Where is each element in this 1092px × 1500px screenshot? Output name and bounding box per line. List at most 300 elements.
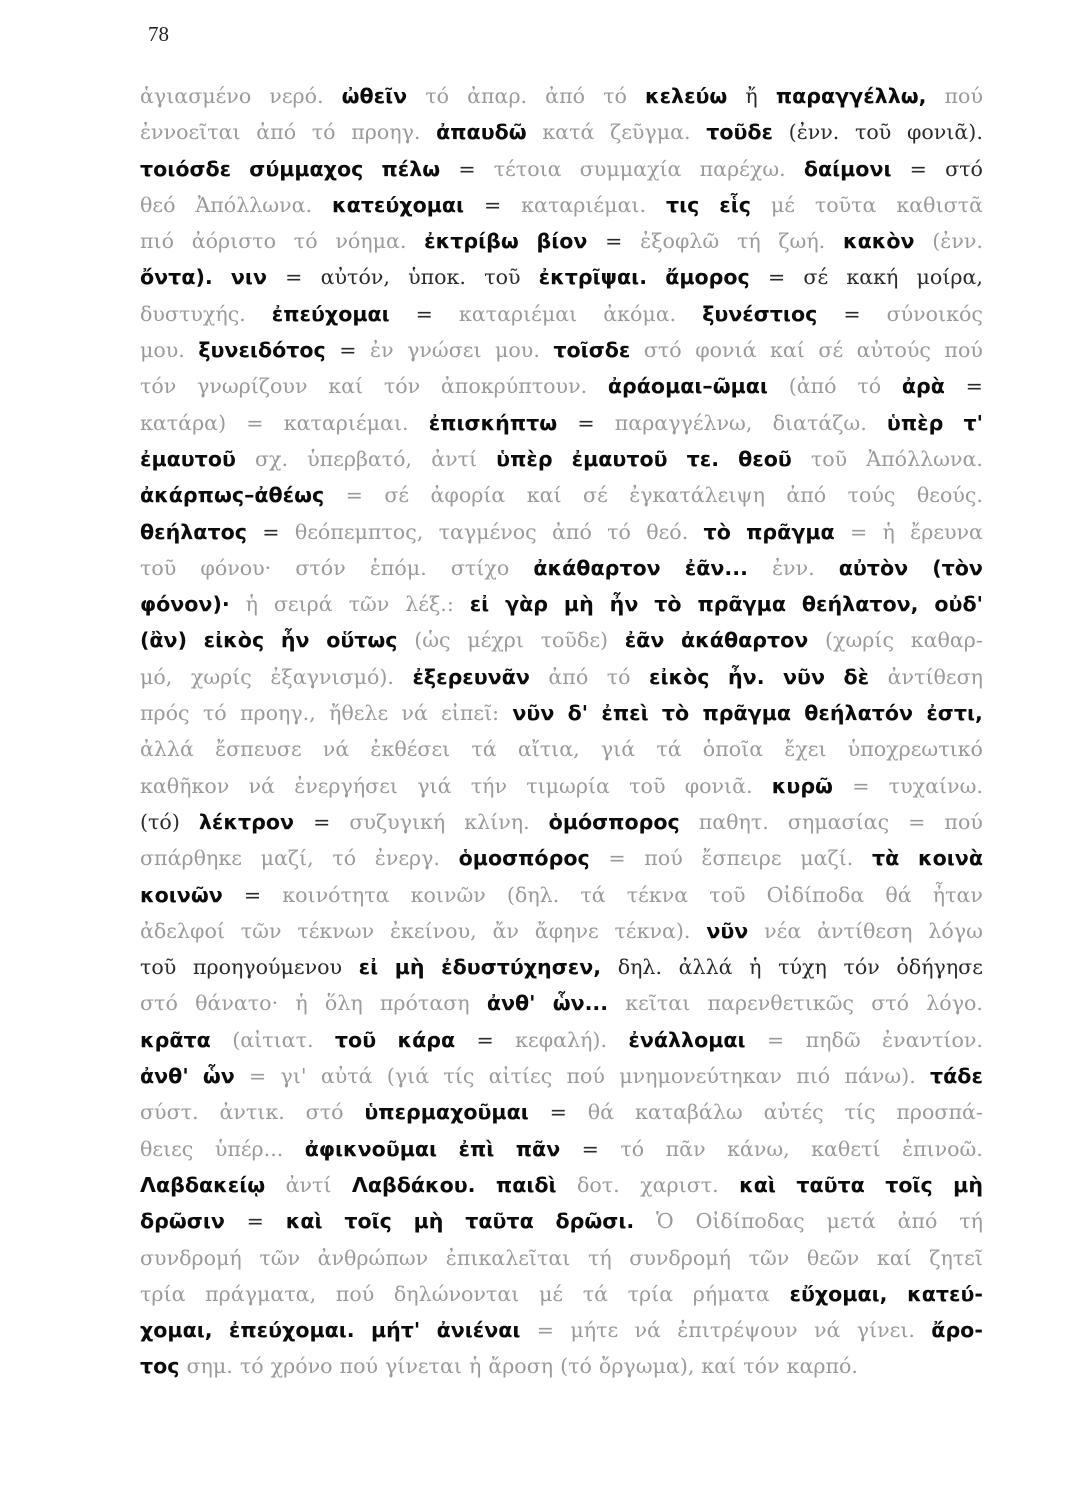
gloss-word: θεούς. <box>916 483 983 508</box>
gloss-word: τρία <box>627 1281 674 1306</box>
bold-term: ὁμόσπορος <box>548 809 680 834</box>
gloss-word: τό <box>857 374 882 399</box>
gloss-word: στό <box>140 991 178 1016</box>
gloss-word: = <box>849 519 868 544</box>
gloss-word: τό <box>311 120 336 145</box>
bold-term: ἐστι, <box>926 701 983 726</box>
gloss-word: κακή <box>846 265 899 290</box>
bold-term: τις <box>665 192 700 217</box>
text-line <box>140 1276 983 1312</box>
bold-term: εὔχομαι, <box>789 1281 888 1306</box>
text-line <box>140 913 983 949</box>
gloss-word: γιά <box>417 773 452 798</box>
gloss-word: τοῦ <box>140 555 177 580</box>
gloss-word: νερό. <box>269 84 324 108</box>
gloss-word: ἔσπειρε <box>701 846 782 871</box>
gloss-word: = <box>249 1064 267 1089</box>
gloss-word: ἐν <box>370 338 394 363</box>
gloss-word: ἀνθρώπων <box>317 1245 429 1270</box>
bold-term: δ' <box>567 701 589 726</box>
gloss-word: εἰπεῖ: <box>441 701 500 726</box>
gloss-word: συμμαχία <box>579 156 682 181</box>
gloss-word: τό <box>607 519 631 544</box>
bold-term: δρῶσι. <box>555 1209 635 1234</box>
gloss-word: ἀντίθεση <box>887 664 983 689</box>
bold-term: εἰ <box>358 955 379 980</box>
bold-term: ἀπαυδῶ <box>436 120 527 145</box>
gloss-word: καταριέμαι. <box>283 410 409 435</box>
bold-term: κελεύω <box>644 84 728 108</box>
bold-term: τοῦδε <box>706 120 774 145</box>
gloss-word: πού <box>644 846 683 871</box>
text-line <box>140 441 983 477</box>
text-line <box>140 296 983 332</box>
gloss-word: (τό) <box>140 809 180 834</box>
gloss-word: ἀποκρύπτουν. <box>440 374 588 399</box>
gloss-word: φονιά <box>695 338 757 363</box>
gloss-word: μου. <box>140 338 185 363</box>
text-line <box>140 804 983 840</box>
bold-term: θεοῦ <box>738 446 792 471</box>
bold-term: καὶ <box>739 1172 776 1197</box>
gloss-word: συνδρομή <box>629 1245 731 1270</box>
commentary-text <box>140 78 983 1385</box>
gloss-word: σέ <box>818 338 844 363</box>
gloss-word: ἀπό <box>897 1209 938 1234</box>
gloss-word: στό <box>871 991 910 1016</box>
gloss-word: τῶν <box>748 1245 790 1270</box>
text-line <box>140 368 983 404</box>
gloss-word: θάνατο· <box>195 991 279 1016</box>
bold-term: ὧν... <box>552 991 609 1016</box>
gloss-word: γνώσει <box>407 338 482 363</box>
gloss-word: = <box>766 1027 785 1052</box>
text-line <box>140 187 983 223</box>
bold-term: πέλω <box>381 156 441 181</box>
gloss-word: διατάζω. <box>772 410 867 435</box>
bold-term: ἀκάθαρτον <box>533 555 661 580</box>
gloss-word: καθιστᾶ <box>896 192 983 217</box>
gloss-word: γι' <box>280 1064 307 1089</box>
bold-term: τοῖς <box>885 1172 933 1197</box>
bold-term: τοῦ <box>334 1027 377 1052</box>
text-line <box>140 78 983 114</box>
gloss-word: τοῦ <box>709 882 746 907</box>
gloss-word: ἀλλά <box>678 955 733 980</box>
gloss-word: καί <box>328 374 364 399</box>
gloss-word: κλίνη. <box>464 809 530 834</box>
bold-term: τάδε <box>930 1064 983 1089</box>
bold-term: κακὸν <box>842 229 915 254</box>
gloss-word: ἐπικαλεῖται <box>445 1245 571 1270</box>
gloss-word: τό <box>239 1354 264 1379</box>
gloss-word: ἀντί <box>431 446 478 471</box>
gloss-word: πρόταση <box>379 991 470 1016</box>
gloss-word: παρέχω. <box>699 156 786 181</box>
gloss-word: = <box>767 265 786 290</box>
bold-term: ἐᾶν <box>624 628 665 653</box>
gloss-word: ἀπό <box>545 84 586 108</box>
gloss-word: Οἰδίποδα <box>766 882 865 907</box>
bold-term: κάρα <box>397 1027 456 1052</box>
bold-term: φόνον)· <box>140 592 230 617</box>
gloss-word: ταγμένος <box>438 519 537 544</box>
gloss-word: τυχαίνω. <box>888 773 983 798</box>
bold-term: (τὸν <box>932 555 983 580</box>
text-line <box>140 1240 983 1276</box>
gloss-word: ἡ <box>882 519 895 544</box>
gloss-word: τοῦ <box>484 265 521 290</box>
bold-term: οὐδ' <box>934 592 983 617</box>
bold-term: ἐκτρίβω <box>424 229 519 254</box>
gloss-word: ἑπόμ. <box>369 555 427 580</box>
gloss-word: τή <box>736 229 761 254</box>
gloss-word: = <box>549 1100 567 1125</box>
gloss-word: τά <box>471 737 497 762</box>
gloss-word: στό <box>945 156 983 181</box>
bold-term: μὴ <box>394 955 425 980</box>
gloss-word: = <box>605 229 623 254</box>
gloss-word: δοτ. <box>576 1172 620 1197</box>
gloss-word: κοινῶν <box>410 882 486 907</box>
gloss-word: τό <box>293 229 318 254</box>
gloss-word: σέ <box>583 483 608 508</box>
gloss-word: καταριέμαι. <box>521 192 647 217</box>
bold-term: νιν <box>230 265 267 290</box>
gloss-word: τέκνα <box>626 882 689 907</box>
bold-term: λέκτρον <box>198 809 295 834</box>
gloss-word: = <box>246 1209 264 1234</box>
gloss-word: σέ <box>803 265 829 290</box>
text-line <box>140 840 983 876</box>
gloss-word: ὑποχρεωτικό <box>847 737 983 762</box>
bold-term: μὴ <box>413 1209 444 1234</box>
bold-term: ξυνειδότος <box>198 338 326 363</box>
gloss-word: τῶν <box>348 592 390 617</box>
gloss-word: λόγο. <box>926 991 983 1016</box>
bold-term: ἀκάρπως–ἀθέως <box>140 483 325 508</box>
gloss-word: χωρίς <box>190 664 252 689</box>
gloss-word: νά <box>248 773 275 798</box>
gloss-word: πού <box>944 84 983 108</box>
gloss-word: (χωρίς <box>825 628 895 653</box>
gloss-word: γίνει. <box>856 1318 915 1343</box>
text-line <box>140 514 983 550</box>
gloss-word: ἐπινοῶ. <box>901 1136 983 1161</box>
gloss-word: ὑποκ. <box>408 265 466 290</box>
bold-term: κατεύ- <box>907 1281 983 1306</box>
gloss-word: (δηλ. <box>506 882 560 907</box>
gloss-word: καθῆκον <box>140 773 230 798</box>
bold-term: Λαβδάκου. <box>351 1172 476 1197</box>
gloss-word: ἡ <box>749 955 762 980</box>
gloss-word: θεόπεμπτος, <box>294 519 424 544</box>
bold-term: κατεύχομαι <box>332 192 465 217</box>
gloss-word: = <box>536 1318 555 1343</box>
gloss-word: ἦταν <box>932 882 983 907</box>
text-line <box>140 1312 983 1348</box>
gloss-word: συζυγική <box>349 809 446 834</box>
gloss-word: μετά <box>826 1209 876 1234</box>
bold-term: νῦν <box>783 664 825 689</box>
gloss-word: κεῖται <box>625 991 691 1016</box>
gloss-word: καί <box>770 338 805 363</box>
gloss-word: πού <box>944 338 983 363</box>
gloss-word: αὐτές <box>763 1100 824 1125</box>
gloss-word: θά <box>885 882 912 907</box>
gloss-word: φόνου· <box>200 555 272 580</box>
gloss-word: ἤθελε <box>329 701 389 726</box>
gloss-word: ἐγκατάλειψη <box>629 483 765 508</box>
gloss-word: ἡ <box>295 991 308 1016</box>
gloss-word: πράγματα, <box>205 1281 317 1306</box>
bold-term: τε. <box>686 446 720 471</box>
gloss-word: καταριέμαι <box>458 301 578 326</box>
bold-term: τοῖσδε <box>553 338 631 363</box>
bold-term: εἷς <box>719 192 751 217</box>
gloss-word: τούς <box>847 483 896 508</box>
gloss-word: Ἀπόλλωνα. <box>866 446 983 471</box>
gloss-word: πάνω). <box>844 1064 916 1089</box>
gloss-word: τοῦ <box>855 120 892 145</box>
gloss-word: τόν <box>140 374 177 399</box>
gloss-word: ζωή. <box>778 229 826 254</box>
bold-term: χομαι, <box>140 1318 213 1343</box>
gloss-word: νά <box>322 737 350 762</box>
gloss-word: = <box>345 483 363 508</box>
bold-term: ὠθεῖν <box>341 84 408 108</box>
gloss-word: καθετί <box>811 1136 881 1161</box>
gloss-word: σημασίας <box>787 809 890 834</box>
gloss-word: ἀπό <box>786 483 827 508</box>
gloss-word: στίχο <box>450 555 510 580</box>
bold-term: νῦν <box>512 701 555 726</box>
text-line <box>140 259 983 295</box>
gloss-word: ἀπό <box>552 519 592 544</box>
bold-term: παιδὶ <box>495 1172 557 1197</box>
gloss-word: τῶν <box>240 918 282 943</box>
gloss-word: προηγ., <box>239 701 316 726</box>
bold-term: ἀρὰ <box>901 374 945 399</box>
gloss-word: λόγω <box>928 918 983 943</box>
text-line <box>140 695 983 731</box>
gloss-word: φονιᾶ. <box>684 773 753 798</box>
gloss-word: τά <box>580 882 606 907</box>
gloss-word: = <box>852 773 870 798</box>
bold-term: καὶ <box>285 1209 323 1234</box>
gloss-word: ἐνν. <box>772 555 815 580</box>
gloss-word: τήν <box>470 773 507 798</box>
gloss-word: ἀλλά <box>140 737 194 762</box>
bold-term: ἦν <box>609 592 639 617</box>
gloss-word: ἐπιτρέψουν <box>677 1318 798 1343</box>
text-line <box>140 622 983 658</box>
bold-term: ἦν <box>280 628 310 653</box>
gloss-word: ἡ <box>245 592 258 617</box>
gloss-word: ἀπαρ. <box>467 84 528 108</box>
gloss-word: ἀντί <box>285 1172 332 1197</box>
gloss-word: θεῶν <box>806 1245 860 1270</box>
gloss-word: τοῦδε) <box>540 628 609 653</box>
gloss-word: = <box>909 156 927 181</box>
gloss-word: καθαρ- <box>910 628 983 653</box>
gloss-word: μήτε <box>570 1318 619 1343</box>
gloss-word: δηλ. <box>617 955 663 980</box>
gloss-word: τίς <box>443 1064 475 1089</box>
gloss-word: (αἰτιατ. <box>232 1027 314 1052</box>
gloss-word: τοῦ <box>140 955 177 980</box>
bold-term: ἐπεὶ <box>601 701 649 726</box>
bold-term: πρᾶγμα <box>746 519 835 544</box>
gloss-word: ἀπό <box>548 664 589 689</box>
gloss-word: ἀφορία <box>430 483 506 508</box>
gloss-word: ἀδελφοί <box>140 918 225 943</box>
gloss-word: = <box>339 338 357 363</box>
gloss-word: Οἰδίποδας <box>695 1209 805 1234</box>
text-line <box>140 1167 983 1203</box>
gloss-word: = <box>415 301 433 326</box>
gloss-word: (ἐνν. <box>932 229 983 254</box>
gloss-word: τά <box>582 1281 608 1306</box>
gloss-word: αἴτια, <box>517 737 580 762</box>
gloss-word: σέ <box>384 483 410 508</box>
gloss-word: ὄργωμα), <box>598 1354 695 1379</box>
text-line <box>140 1094 983 1130</box>
gloss-word: = <box>483 192 502 217</box>
gloss-word: ἀντικ. <box>219 1100 285 1125</box>
gloss-word: ἀπό <box>256 120 297 145</box>
gloss-word: ἐνεργ. <box>374 846 440 871</box>
bold-term: δαίμονι <box>803 156 892 181</box>
gloss-word: ἐναντίον. <box>882 1027 983 1052</box>
gloss-word: πηδῶ <box>805 1027 861 1052</box>
gloss-word: ἁγιασμένο <box>140 84 252 108</box>
gloss-word: μου. <box>495 338 540 363</box>
gloss-word: τοῦτα <box>814 192 877 217</box>
gloss-word: = <box>965 374 983 399</box>
bold-term: (ἂν) <box>140 628 187 653</box>
gloss-word: ἄν <box>492 918 519 943</box>
bold-term: αὐτὸν <box>838 555 909 580</box>
text-line <box>140 223 983 259</box>
gloss-word: σημ. <box>186 1354 233 1379</box>
gloss-word: σπάρθηκε <box>140 846 242 871</box>
gloss-word: τέκνα). <box>614 918 691 943</box>
gloss-word: κοινότητα <box>282 882 390 907</box>
gloss-word: ὅλη <box>324 991 363 1016</box>
bold-term: ὄντα). <box>140 265 213 290</box>
bold-term: κυρῶ <box>771 773 833 798</box>
gloss-word: πιό <box>140 229 175 254</box>
text-line <box>140 477 983 513</box>
gloss-word: τό <box>425 84 450 108</box>
gloss-word: τοῦ <box>629 773 666 798</box>
page-number: 78 <box>148 22 169 46</box>
bold-term: ταῦτα <box>796 1172 865 1197</box>
gloss-word: μαζί. <box>800 846 854 871</box>
text-line <box>140 877 983 913</box>
gloss-word: τόν <box>743 1354 780 1379</box>
gloss-word: ἐνεργήσει <box>294 773 398 798</box>
gloss-word: ζητεῖ <box>929 1245 983 1270</box>
gloss-word: τό <box>606 664 631 689</box>
gloss-word: τά <box>656 737 682 762</box>
bold-term: βίον <box>536 229 588 254</box>
bold-term: εἰκὸς <box>203 628 265 653</box>
text-line <box>140 114 983 150</box>
bold-term: τοῖς <box>344 1209 392 1234</box>
gloss-word: τόν <box>383 374 421 399</box>
text-line <box>140 949 983 985</box>
gloss-word: καί <box>701 1354 737 1379</box>
gloss-word: προηγούμενου <box>192 955 343 980</box>
gloss-word: ἀόριστο <box>191 229 277 254</box>
bold-term: θεήλατον, <box>801 592 919 617</box>
text-line <box>140 768 983 804</box>
gloss-word: (τό <box>560 1354 592 1379</box>
bold-term: ἀκάθαρτον <box>681 628 809 653</box>
bold-term: γὰρ <box>505 592 549 617</box>
gloss-word: = <box>843 301 861 326</box>
gloss-word: ἐξοφλῶ <box>640 229 720 254</box>
bold-term: νῦν <box>706 918 749 943</box>
gloss-word: αὐτόν, <box>320 265 390 290</box>
gloss-word: (ἐνν. <box>788 120 840 145</box>
gloss-word: τόν <box>843 955 880 980</box>
gloss-word: κάνω, <box>727 1136 790 1161</box>
bold-term: κοινῶν <box>140 882 223 907</box>
gloss-word: νά <box>401 701 428 726</box>
gloss-word: μέχρι <box>467 628 524 653</box>
bold-term: παραγγέλλω, <box>775 84 927 108</box>
gloss-word: μαζί, <box>260 846 314 871</box>
gloss-word: πού <box>944 809 983 834</box>
gloss-word: καρπό. <box>786 1354 858 1379</box>
bold-term: δρῶσιν <box>140 1209 225 1234</box>
bold-term: μὴ <box>563 592 594 617</box>
gloss-word: τέτοια <box>493 156 562 181</box>
gloss-word: ἔρευνα <box>910 519 983 544</box>
gloss-word: μέ <box>770 192 795 217</box>
gloss-word: προσπά- <box>896 1100 983 1125</box>
bold-term: ἐνάλλομαι <box>628 1027 746 1052</box>
gloss-word: = <box>581 1136 599 1161</box>
gloss-word: αὐτά <box>320 1064 373 1089</box>
gloss-word: πᾶν <box>665 1136 706 1161</box>
bold-term: ἀνθ' <box>486 991 536 1016</box>
bold-term: εἰ <box>469 592 490 617</box>
bold-term: θεήλατόν <box>804 701 914 726</box>
gloss-word: = <box>608 846 626 871</box>
bold-term: σύμμαχος <box>249 156 364 181</box>
bold-term: κοινὰ <box>917 846 983 871</box>
gloss-word: = <box>246 410 264 435</box>
bold-term: οὕτως <box>326 628 398 653</box>
bold-term: ἐπὶ <box>458 1136 495 1161</box>
bold-term: θεήλατος <box>140 519 247 544</box>
gloss-word: ὁποῖα <box>702 737 764 762</box>
bold-term: ὧν <box>202 1064 235 1089</box>
text-line <box>140 1131 983 1167</box>
gloss-word: ἐννοεῖται <box>140 120 241 145</box>
gloss-word: τό <box>332 846 357 871</box>
gloss-word: παθητ. <box>698 809 769 834</box>
bold-term: τὸ <box>661 701 690 726</box>
bold-term: Λαβδακείῳ <box>140 1172 266 1197</box>
bold-term: ἀράομαι–ῶμαι <box>607 374 768 399</box>
gloss-word: αἰτίες <box>488 1064 553 1089</box>
bold-term: ὑπερμαχοῦμαι <box>364 1100 529 1125</box>
